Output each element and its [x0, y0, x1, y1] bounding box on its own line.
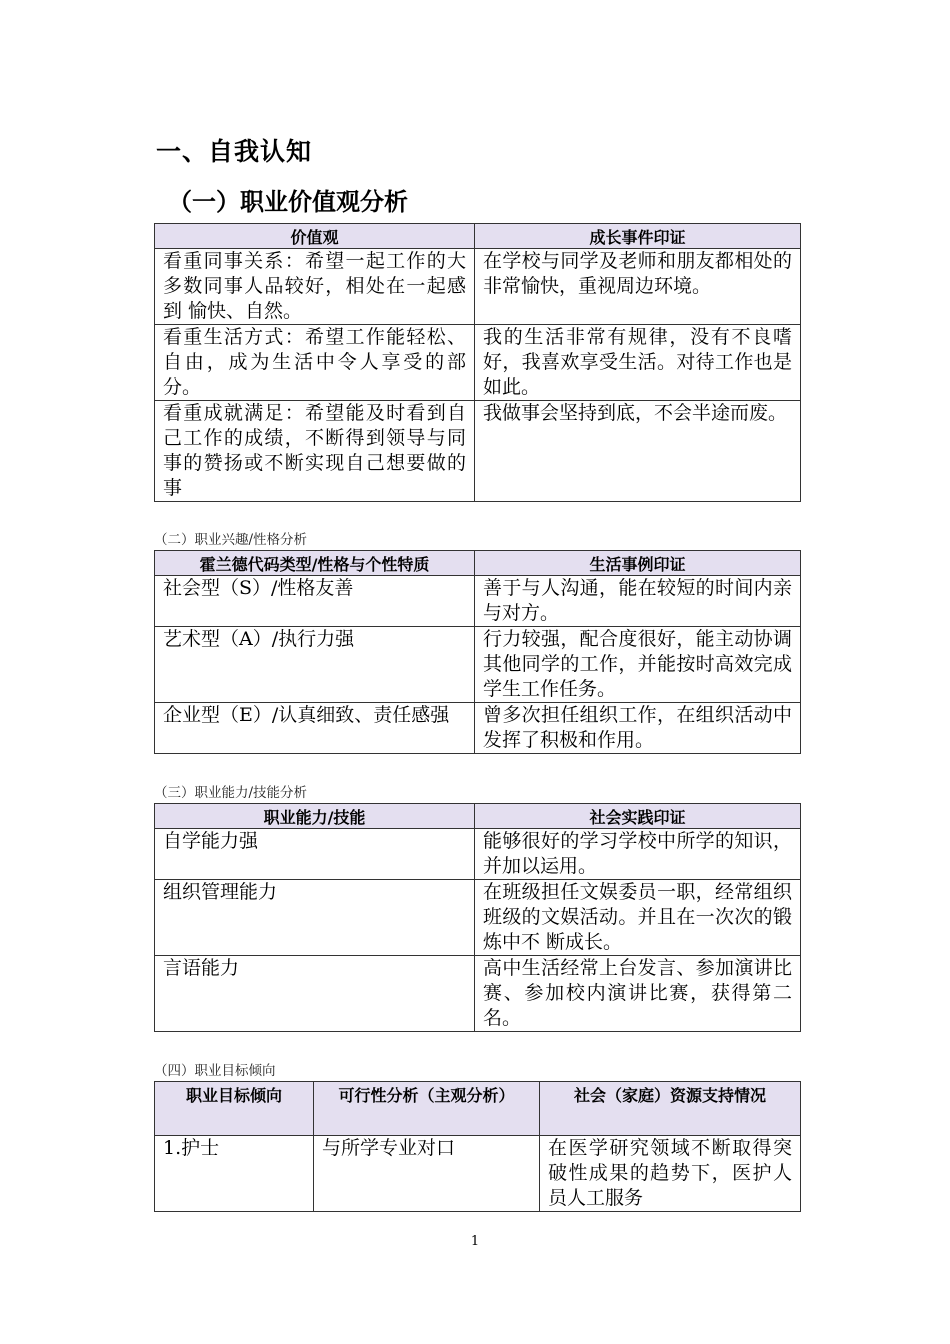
career-ability-table: [154, 803, 801, 1032]
table-cell: 在医学研究领域不断取得突破性成果的趋势下，医护人员人工服务: [540, 1136, 801, 1212]
table-cell: 能够很好的学习学校中所学的知识，并加以运用。: [475, 829, 801, 880]
table-row: [155, 880, 801, 956]
career-interest-table: [154, 550, 801, 754]
column-header: 可行性分析（主观分析）: [314, 1082, 540, 1136]
section-title-target: （四）职业目标倾向: [154, 1063, 276, 1079]
table-cell: 善于与人沟通，能在较短的时间内亲与对方。: [475, 576, 801, 627]
table-cell: 高中生活经常上台发言、参加演讲比赛、参加校内演讲比赛，获得第二名。: [475, 956, 801, 1032]
table-row: [155, 576, 801, 627]
table-cell: 1.护士: [155, 1136, 314, 1212]
page-number: 1: [470, 1234, 480, 1249]
heading-self-awareness: 一、自我认知: [156, 137, 313, 166]
table-cell: 我的生活非常有规律，没有不良嗜好，我喜欢享受生活。对待工作也是如此。: [475, 325, 801, 401]
table-cell: 看重同事关系：希望一起工作的大多数同事人品较好，相处在一起感到 愉快、自然。: [155, 249, 475, 325]
column-header: 成长事件印证: [475, 224, 801, 249]
table-cell: 言语能力: [155, 956, 475, 1032]
table-row: [155, 703, 801, 754]
column-header: 生活事例印证: [475, 551, 801, 576]
table-cell: 企业型（E）/认真细致、责任感强: [155, 703, 475, 754]
career-target-table: [154, 1081, 801, 1212]
table-cell: 自学能力强: [155, 829, 475, 880]
career-values-table: [154, 223, 801, 502]
table-cell: 看重生活方式：希望工作能轻松、自由，成为生活中令人享受的部分。: [155, 325, 475, 401]
column-header: 霍兰德代码类型/性格与个性特质: [155, 551, 475, 576]
table-cell: 曾多次担任组织工作，在组织活动中发挥了积极和作用。: [475, 703, 801, 754]
table-row: [155, 401, 801, 502]
table-cell: 在班级担任文娱委员一职，经常组织班级的文娱活动。并且在一次次的锻炼中不 断成长。: [475, 880, 801, 956]
table-row: [155, 249, 801, 325]
section-title-ability: （三）职业能力/技能分析: [154, 785, 308, 801]
column-header: 职业能力/技能: [155, 804, 475, 829]
column-header: 社会实践印证: [475, 804, 801, 829]
table-cell: 艺术型（A）/执行力强: [155, 627, 475, 703]
table-row: [155, 325, 801, 401]
table-row: [155, 829, 801, 880]
heading-career-values: （一）职业价值观分析: [168, 188, 408, 216]
table-cell: 看重成就满足：希望能及时看到自己工作的成绩，不断得到领导与同事的赞扬或不断实现自己想要做的事: [155, 401, 475, 502]
table-cell: 在学校与同学及老师和朋友都相处的非常愉快，重视周边环境。: [475, 249, 801, 325]
column-header: 职业目标倾向: [155, 1082, 314, 1136]
table-cell: 组织管理能力: [155, 880, 475, 956]
table-row: [155, 627, 801, 703]
column-header: 价值观: [155, 224, 475, 249]
table-header-row: [155, 224, 801, 249]
table-header-row: [155, 551, 801, 576]
table-cell: 社会型（S）/性格友善: [155, 576, 475, 627]
table-header-row: [155, 1082, 801, 1136]
table-row: [155, 956, 801, 1032]
table-cell: 行力较强，配合度很好，能主动协调其他同学的工作，并能按时高效完成学生工作任务。: [475, 627, 801, 703]
section-title-interest: （二）职业兴趣/性格分析: [154, 532, 308, 548]
table-header-row: [155, 804, 801, 829]
table-cell: 与所学专业对口: [314, 1136, 540, 1212]
table-row: [155, 1136, 801, 1212]
column-header: 社会（家庭）资源支持情况: [540, 1082, 801, 1136]
table-cell: 我做事会坚持到底，不会半途而废。: [475, 401, 801, 502]
